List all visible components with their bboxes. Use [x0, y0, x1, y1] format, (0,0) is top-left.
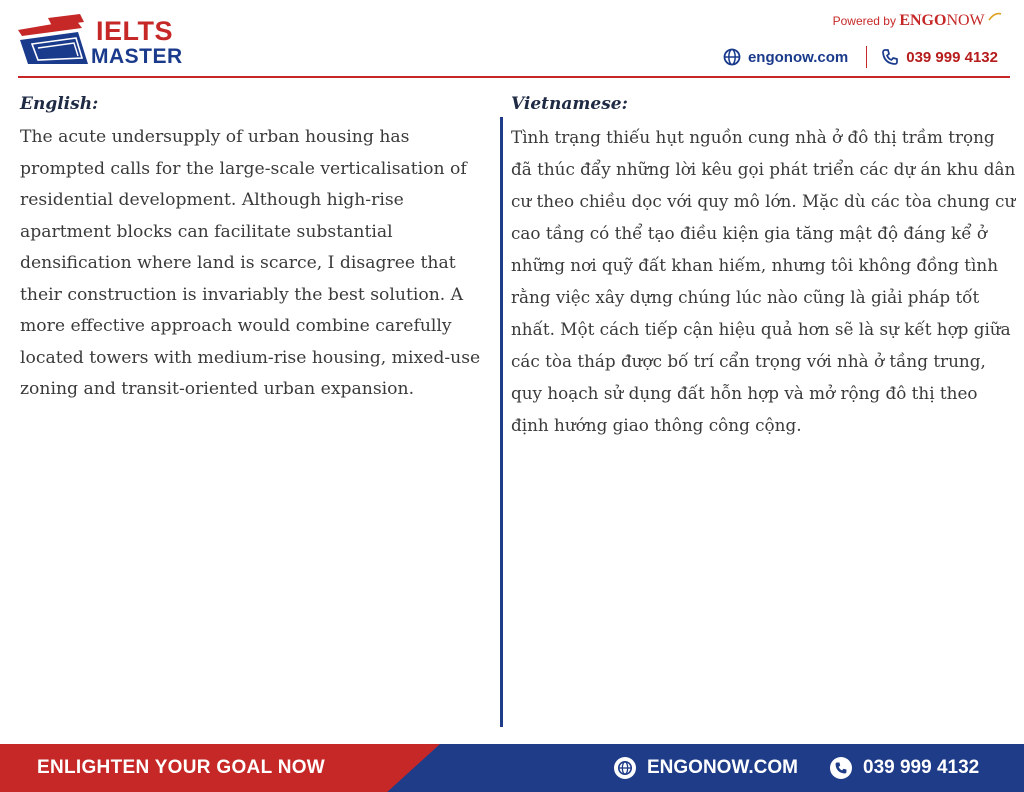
- footer-globe-icon: [614, 757, 636, 779]
- powered-by-label: Powered by: [832, 14, 896, 28]
- footer-phone-link[interactable]: [830, 744, 979, 792]
- logo-mark-icon: [18, 14, 94, 66]
- page-footer: [0, 744, 1024, 792]
- footer-website-text: ENGONOW.COM: [647, 757, 798, 778]
- ielts-master-logo[interactable]: [18, 14, 188, 70]
- header-phone-text: 039 999 4132: [906, 48, 998, 66]
- header-website-link[interactable]: [723, 48, 848, 66]
- vietnamese-column: [511, 90, 1017, 441]
- footer-phone-icon: [830, 757, 852, 779]
- english-heading: English:: [20, 94, 99, 114]
- header-rule: [18, 76, 1010, 78]
- vietnamese-heading: Vietnamese:: [511, 94, 628, 114]
- logo-text-ielts: IELTS: [96, 16, 174, 46]
- page-header: [0, 0, 1024, 78]
- logo-text-master: MASTER: [91, 45, 183, 68]
- header-contact: [723, 46, 998, 68]
- vietnamese-paragraph: Tình trạng thiếu hụt nguồn cung nhà ở đô thị trầm trọng đã thúc đẩy những lời kêu gọi phát triển các dự án khu dân cư theo chiều dọc với quy mô lớn. Mặc dù các tòa chung cư cao tầng có thể tạo điều kiện gia tăng mật độ đáng kể ở những nơi quỹ đất khan hiếm, nhưng tôi không đồng tình rằng việc xây dựng chúng lúc nào cũng là giải pháp tốt nhất. Một cách tiếp cận hiệu quả hơn sẽ là sự kết hợp giữa các tòa tháp được bố trí cẩn trọng với nhà ở tầng trung, quy hoạch sử dụng đất hỗn hợp và mở rộng đô thị theo định hướng giao thông công cộng.: [511, 127, 1016, 435]
- powered-by: [833, 12, 1002, 30]
- footer-phone-text: 039 999 4132: [863, 757, 980, 778]
- header-phone-link[interactable]: [881, 48, 998, 66]
- powered-brand-rest: NOW: [946, 12, 985, 29]
- english-column: [20, 90, 496, 406]
- header-website-text: engonow.com: [747, 48, 849, 66]
- column-divider: [500, 117, 503, 727]
- english-paragraph: The acute undersupply of urban housing has prompted calls for the large-scale verticalisation of residential development. Although high-rise apartment blocks can facilitate substantial densification where land is scarce, I disagree that their construction is invariably the best solution. A more effective approach would combine carefully located towers with medium-rise housing, mixed-use zoning and transit-oriented urban expansion.: [20, 127, 481, 399]
- header-divider: [866, 46, 867, 68]
- footer-slogan: ENLIGHTEN YOUR GOAL NOW: [37, 757, 326, 778]
- phone-icon: [881, 48, 899, 66]
- powered-brand-bold: ENGO: [899, 12, 947, 29]
- swoosh-icon: [988, 12, 1002, 22]
- globe-icon: [723, 48, 741, 66]
- footer-website-link[interactable]: [614, 744, 798, 792]
